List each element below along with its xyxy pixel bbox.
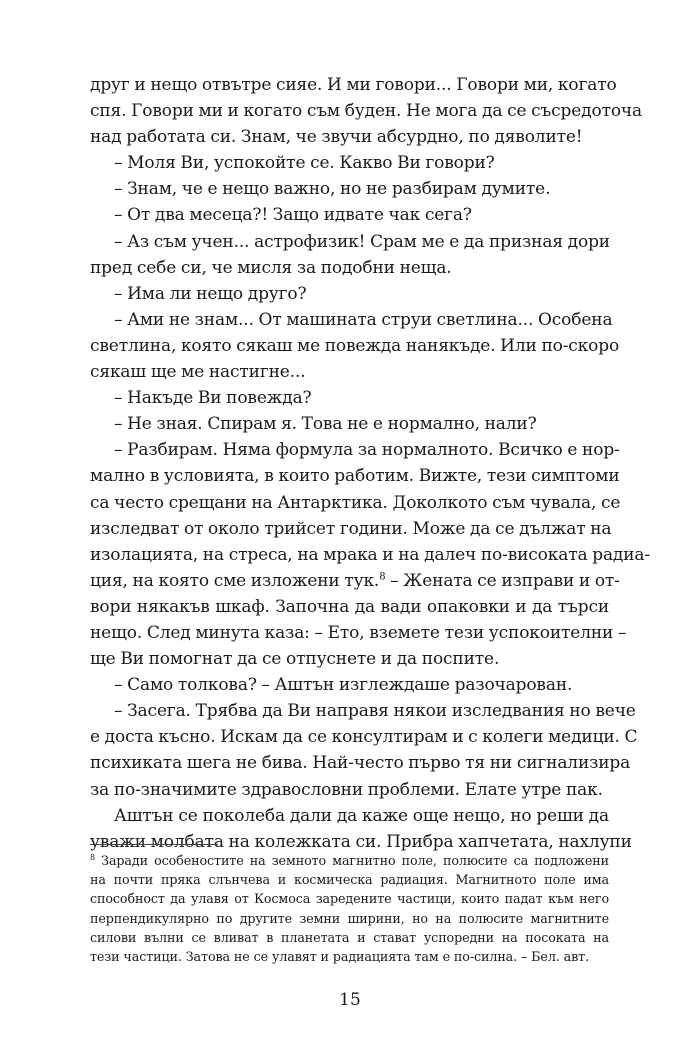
footnote-line: тези частици. Затова не се улавят и радиацията там е по-силна. – Бел. авт. bbox=[90, 948, 590, 964]
footnote-line: способност да улавя от Космоса заредените частици, които падат към него bbox=[90, 891, 609, 907]
text-line: е доста късно. Искам да се консултирам и с колеги медици. С bbox=[90, 727, 638, 748]
text-line: светлина, която сякаш ме повежда нанякъде. Или по-скоро bbox=[90, 335, 620, 356]
page-number: 15 bbox=[339, 990, 361, 1010]
dialogue-line: – Само толкова? – Аштън изглеждаше разочарован. bbox=[114, 675, 573, 696]
dialogue-line: – Моля Ви, успокойте се. Какво Ви говори? bbox=[114, 153, 495, 174]
text-line: са често срещани на Антарктика. Доколкото съм чувала, се bbox=[90, 492, 621, 513]
text-line: психиката шега не бива. Най-често първо тя ни сигнализира bbox=[90, 753, 631, 774]
footnote-line: на почти пряка слънчева и космическа радиация. Магнитното поле има bbox=[90, 872, 609, 888]
text-line: друг и нещо отвътре сияе. И ми говори... Говори ми, когато bbox=[90, 75, 617, 95]
text-line: за по-значимите здравословни проблеми. Елате утре пак. bbox=[90, 779, 603, 800]
footnote-line: силови вълни се вливат в планетата и стават успоредни на посоката на bbox=[90, 929, 609, 945]
dialogue-line: – Не зная. Спирам я. Това не е нормално, нали? bbox=[114, 414, 537, 435]
text-line: ще Ви помогнат да се отпуснете и да поспите. bbox=[90, 649, 500, 670]
footnote-text: Заради особеностите на земното магнитно поле, полюсите са подложени bbox=[95, 853, 609, 868]
footnote bbox=[90, 851, 609, 966]
body-text bbox=[90, 72, 651, 855]
text-segment: – Жената се изправи и от- bbox=[385, 570, 620, 591]
text-segment: ция, на която сме изложени тук. bbox=[90, 570, 380, 591]
text-line: нещо. След минута каза: – Ето, вземете тези успокоителни – bbox=[90, 622, 627, 643]
text-line: сякаш ще ме настигне... bbox=[90, 362, 306, 383]
footnote-reference: 8 bbox=[379, 571, 386, 583]
text-line: пред себе си, че мисля за подобни неща. bbox=[90, 257, 452, 278]
footnote-line bbox=[90, 851, 609, 870]
paragraph-line: Аштън се поколеба дали да каже още нещо, но реши да bbox=[114, 805, 609, 826]
dialogue-line: – Накъде Ви повежда? bbox=[114, 388, 312, 409]
footnote-line: перпендикулярно по другите земни ширини, но на полюсите магнитните bbox=[90, 910, 609, 926]
text-line: мално в условията, в които работим. Вижте, тези симптоми bbox=[90, 466, 620, 487]
text-line: изследват от около трийсет години. Може да се дължат на bbox=[90, 518, 612, 539]
text-line: изолацията, на стреса, на мрака и на далеч по-високата радиа- bbox=[90, 544, 651, 565]
dialogue-line: – Разбирам. Няма формула за нормалното. Всичко е нор- bbox=[114, 440, 620, 461]
dialogue-line: – От два месеца?! Защо идвате чак сега? bbox=[114, 205, 472, 226]
footnote-divider bbox=[90, 844, 218, 845]
dialogue-line: – Аз съм учен... астрофизик! Срам ме е да призная дори bbox=[114, 231, 610, 252]
text-line-with-footnote-ref bbox=[90, 568, 620, 594]
text-line: спя. Говори ми и когато съм буден. Не мога да се съсредоточа bbox=[90, 101, 643, 122]
dialogue-line: – Ами не знам... От машината струи светлина... Особена bbox=[114, 309, 613, 330]
text-line: уважи молбата на колежката си. Прибра хапчетата, нахлупи bbox=[90, 831, 632, 852]
dialogue-line: – Засега. Трябва да Ви направя някои изследвания но вече bbox=[114, 701, 636, 722]
dialogue-line: – Има ли нещо друго? bbox=[114, 283, 307, 304]
footnote-number: 8 bbox=[90, 852, 95, 862]
text-line: над работата си. Знам, че звучи абсурдно, по дяволите! bbox=[90, 127, 583, 148]
text-line: вори някакъв шкаф. Започна да вади опаковки и да търси bbox=[90, 596, 609, 617]
dialogue-line: – Знам, че е нещо важно, но не разбирам думите. bbox=[114, 179, 551, 200]
